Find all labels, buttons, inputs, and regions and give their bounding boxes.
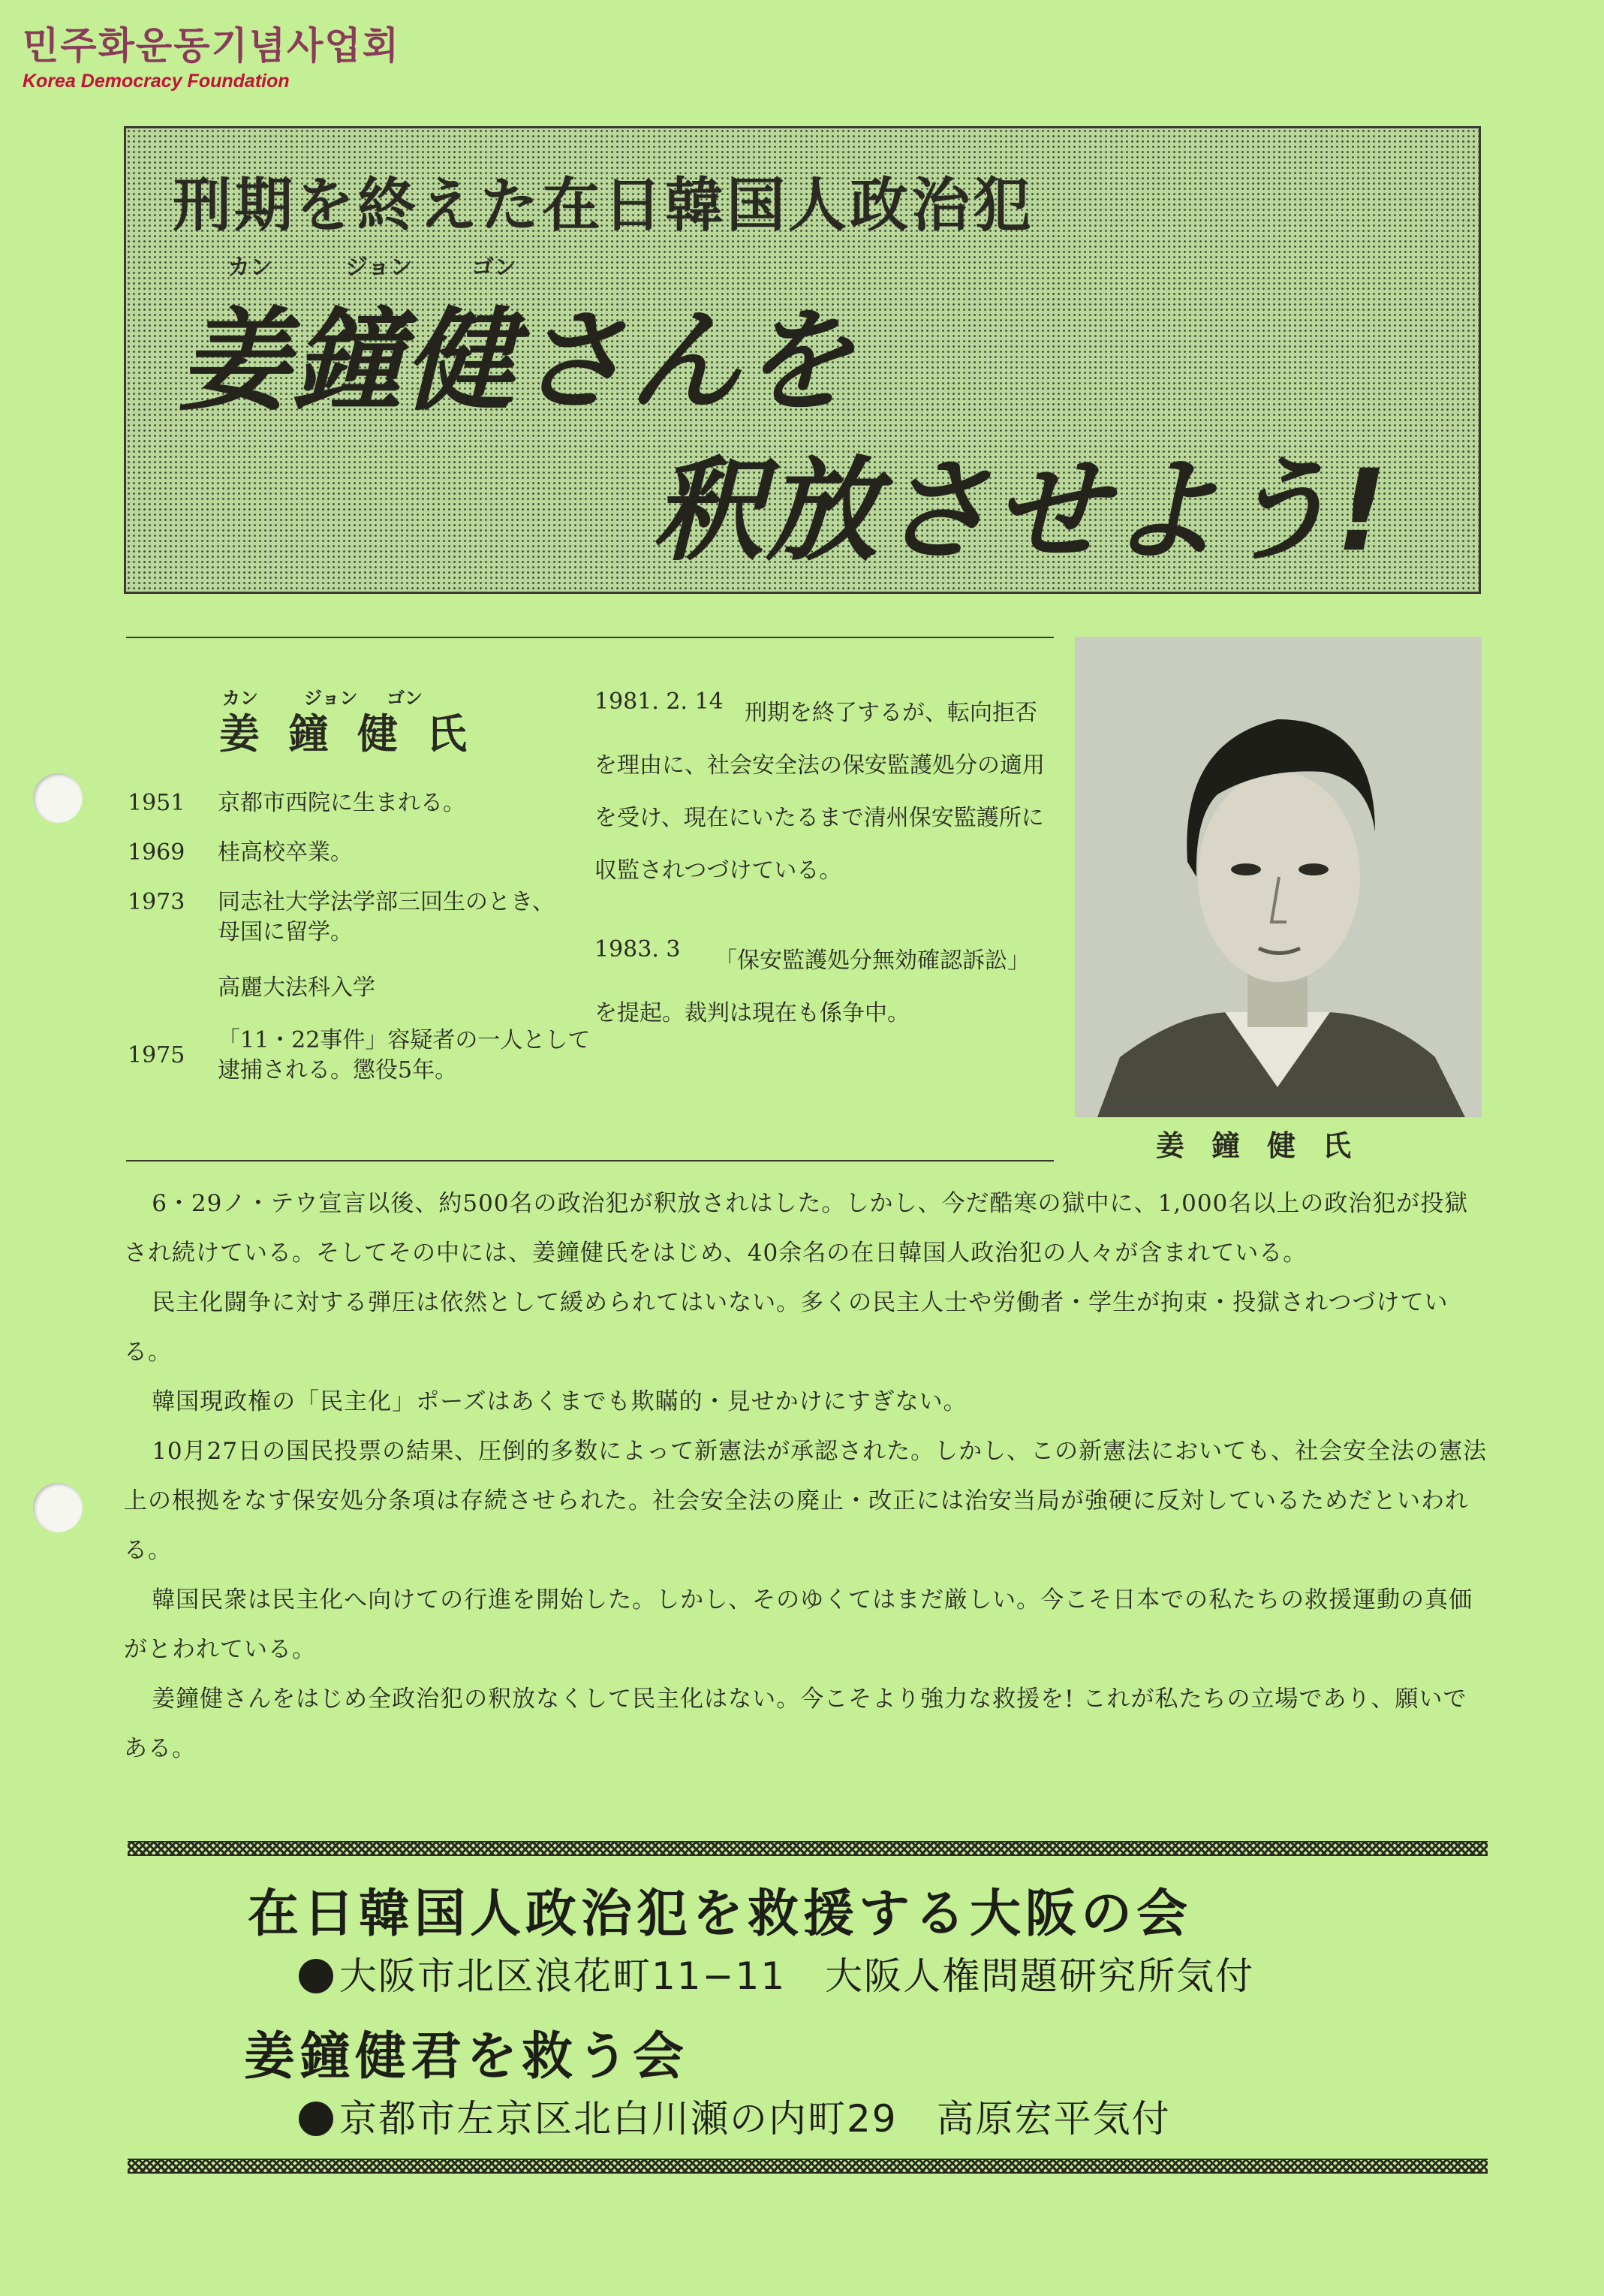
bio-year: 1969 bbox=[128, 839, 185, 866]
body-paragraph: 姜鐘健さんをはじめ全政治犯の釈放なくして民主化はない。今こそより強力な救援を! これが私たちの立場であり、願いである。 bbox=[124, 1686, 1467, 1762]
bio-column-left bbox=[128, 788, 615, 1164]
divider-top bbox=[126, 637, 1054, 638]
bio-text: 「11・22事件」容疑者の一人として逮捕される。懲役5年。 bbox=[218, 1027, 591, 1083]
bio-year: 1975 bbox=[128, 1042, 185, 1068]
article-body bbox=[124, 1179, 1488, 1773]
logo-english: Korea Democracy Foundation bbox=[23, 71, 290, 92]
photo-caption: 姜鐘健氏 bbox=[1156, 1129, 1379, 1162]
bio-column-right bbox=[594, 687, 1060, 1077]
body-paragraph: 6・29ノ・テウ宣言以後、約500名の政治犯が釈放されはした。しかし、今だ酷寒の獄中に、1,000名以上の政治犯が投獄され続けている。そしてその中には、姜鐘健氏をはじめ、40余名の在日韓国人政治犯の人々が含まれている。 bbox=[124, 1190, 1469, 1267]
hatched-divider-top bbox=[128, 1841, 1488, 1856]
bio-year: 1981. 2. 14 bbox=[594, 688, 724, 715]
punch-hole-top bbox=[33, 773, 83, 823]
address-osaka bbox=[299, 1946, 1254, 2000]
name-ruby-jong: ジョン bbox=[304, 688, 358, 709]
bio-text: 京都市西院に生まれる。 bbox=[218, 790, 465, 816]
foundation-logo bbox=[23, 24, 400, 92]
name-ruby-kang: カン bbox=[222, 688, 258, 709]
name-ruby-gon: ゴン bbox=[387, 688, 423, 709]
portrait-photo bbox=[1075, 637, 1482, 1117]
punch-hole-bottom bbox=[33, 1483, 83, 1532]
bio-text: 同志社大学法学部三回生のとき、母国に留学。 bbox=[218, 889, 555, 945]
banner-subtitle: 刑期を終えた在日韓国人政治犯 bbox=[173, 172, 1035, 240]
body-paragraph: 韓国現政権の「民主化」ポーズはあくまでも欺瞞的・見せかけにすぎない。 bbox=[152, 1388, 968, 1415]
body-paragraph: 韓国民衆は民主化へ向けての行進を開始した。しかし、そのゆくてはまだ厳しい。今こそ日本での私たちの救援運動の真価がとわれている。 bbox=[124, 1586, 1473, 1663]
bio-year: 1973 bbox=[128, 889, 185, 915]
bio-year: 1951 bbox=[128, 790, 185, 816]
address-kyoto bbox=[299, 2089, 1171, 2143]
logo-korean: 민주화운동기념사업회 bbox=[23, 24, 400, 68]
banner-ruby-gon: ゴン bbox=[471, 255, 516, 281]
body-paragraph: 民主化闘争に対する弾圧は依然として緩められてはいない。多くの民主人士や労働者・学生が拘束・投獄されつづけている。 bbox=[124, 1289, 1449, 1366]
organization-osaka: 在日韓国人政治犯を救援する大阪の会 bbox=[248, 1885, 1193, 1944]
organization-kyoto: 姜鐘健君を救う会 bbox=[244, 2027, 689, 2087]
hatched-divider-bottom bbox=[128, 2159, 1488, 2174]
portrait-illustration bbox=[1075, 637, 1482, 1117]
address-kyoto-text: 京都市左京区北白川瀬の内町29 高原宏平気付 bbox=[339, 2097, 1171, 2141]
banner-ruby-kang: カン bbox=[227, 255, 272, 281]
bio-text: 桂高校卒業。 bbox=[218, 839, 353, 866]
bio-year: 1983. 3 bbox=[594, 936, 681, 963]
bullet-dot-icon bbox=[299, 2102, 333, 2136]
body-paragraph: 10月27日の国民投票の結果、圧倒的多数によって新憲法が承認された。しかし、この新憲法においても、社会安全法の憲法上の根拠をなす保安処分条項は存続させられた。社会安全法の廃止・改正には治安当局が強硬に反対しているためだといわれる。 bbox=[124, 1438, 1488, 1564]
profile-name: 姜鐘健氏 bbox=[219, 710, 495, 758]
bio-text: 「保安監護処分無効確認訴訟」を提起。裁判は現在も係争中。 bbox=[594, 948, 1030, 1026]
address-osaka-text: 大阪市北区浪花町11−11 大阪人権問題研究所気付 bbox=[339, 1954, 1255, 1998]
bio-text: 刑期を終了するが、転向拒否を理由に、社会安全法の保安監護処分の適用を受け、現在にいたるまで清州保安監護所に収監されつづけている。 bbox=[594, 700, 1045, 884]
bio-text: 高麗大法科入学 bbox=[218, 975, 375, 1001]
headline-banner bbox=[124, 126, 1481, 594]
banner-headline-line2: 釈放させよう! bbox=[652, 446, 1389, 577]
bullet-dot-icon bbox=[299, 1959, 333, 1993]
banner-headline-line1: 姜鐘健さんを bbox=[179, 297, 854, 426]
banner-ruby-jong: ジョン bbox=[345, 255, 413, 281]
